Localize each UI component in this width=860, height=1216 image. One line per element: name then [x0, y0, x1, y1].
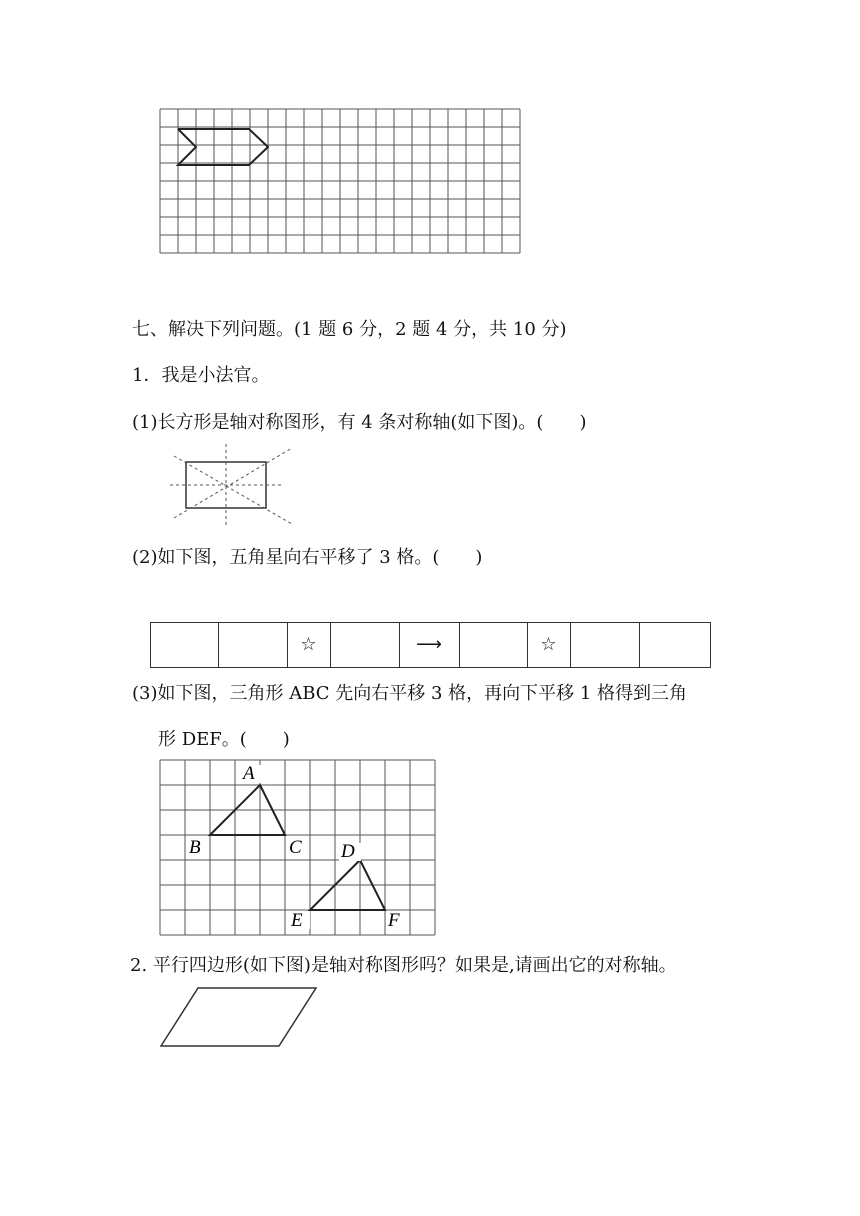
question-1-part-1: (1)长方形是轴对称图形，有 4 条对称轴(如下图)。( )	[132, 412, 587, 433]
parallelogram-figure	[158, 984, 328, 1054]
strip-cell: ⟶	[416, 634, 442, 655]
question-1-part-3-line-1: (3)如下图，三角形 ABC 先向右平移 3 格，再向下平移 1 格得到三角	[132, 683, 688, 704]
section-title: 七、解决下列问题。(1 题 6 分，2 题 4 分，共 10 分)	[132, 319, 567, 340]
label-f: F	[388, 910, 400, 931]
label-e: E	[291, 910, 303, 931]
strip-cell	[639, 622, 708, 668]
strip-cell	[330, 622, 399, 668]
star-strip	[150, 622, 711, 668]
top-grid-figure	[160, 109, 522, 255]
label-b: B	[189, 837, 201, 858]
strip-cell	[150, 622, 218, 668]
label-a: A	[243, 763, 255, 784]
label-d: D	[341, 841, 355, 862]
strip-cell	[218, 622, 287, 668]
question-1-part-3-line-2: 形 DEF。( )	[158, 729, 290, 750]
question-2-title: 2. 平行四边形(如下图)是轴对称图形吗？如果是,请画出它的对称轴。	[130, 955, 677, 976]
rectangle-symmetry-figure	[160, 442, 300, 532]
label-c: C	[289, 837, 302, 858]
strip-cell	[570, 622, 639, 668]
arrow-shape	[178, 129, 268, 165]
triangle-grid-figure	[160, 760, 440, 940]
diagonal-axis-1	[174, 456, 292, 524]
parallelogram	[161, 988, 316, 1046]
strip-cell: ☆	[300, 634, 317, 655]
strip-cell	[459, 622, 527, 668]
strip-cell: ☆	[540, 634, 557, 655]
question-1-title: 1．我是小法官。	[132, 365, 270, 386]
question-1-part-2: (2)如下图，五角星向右平移了 3 格。( )	[132, 547, 483, 568]
